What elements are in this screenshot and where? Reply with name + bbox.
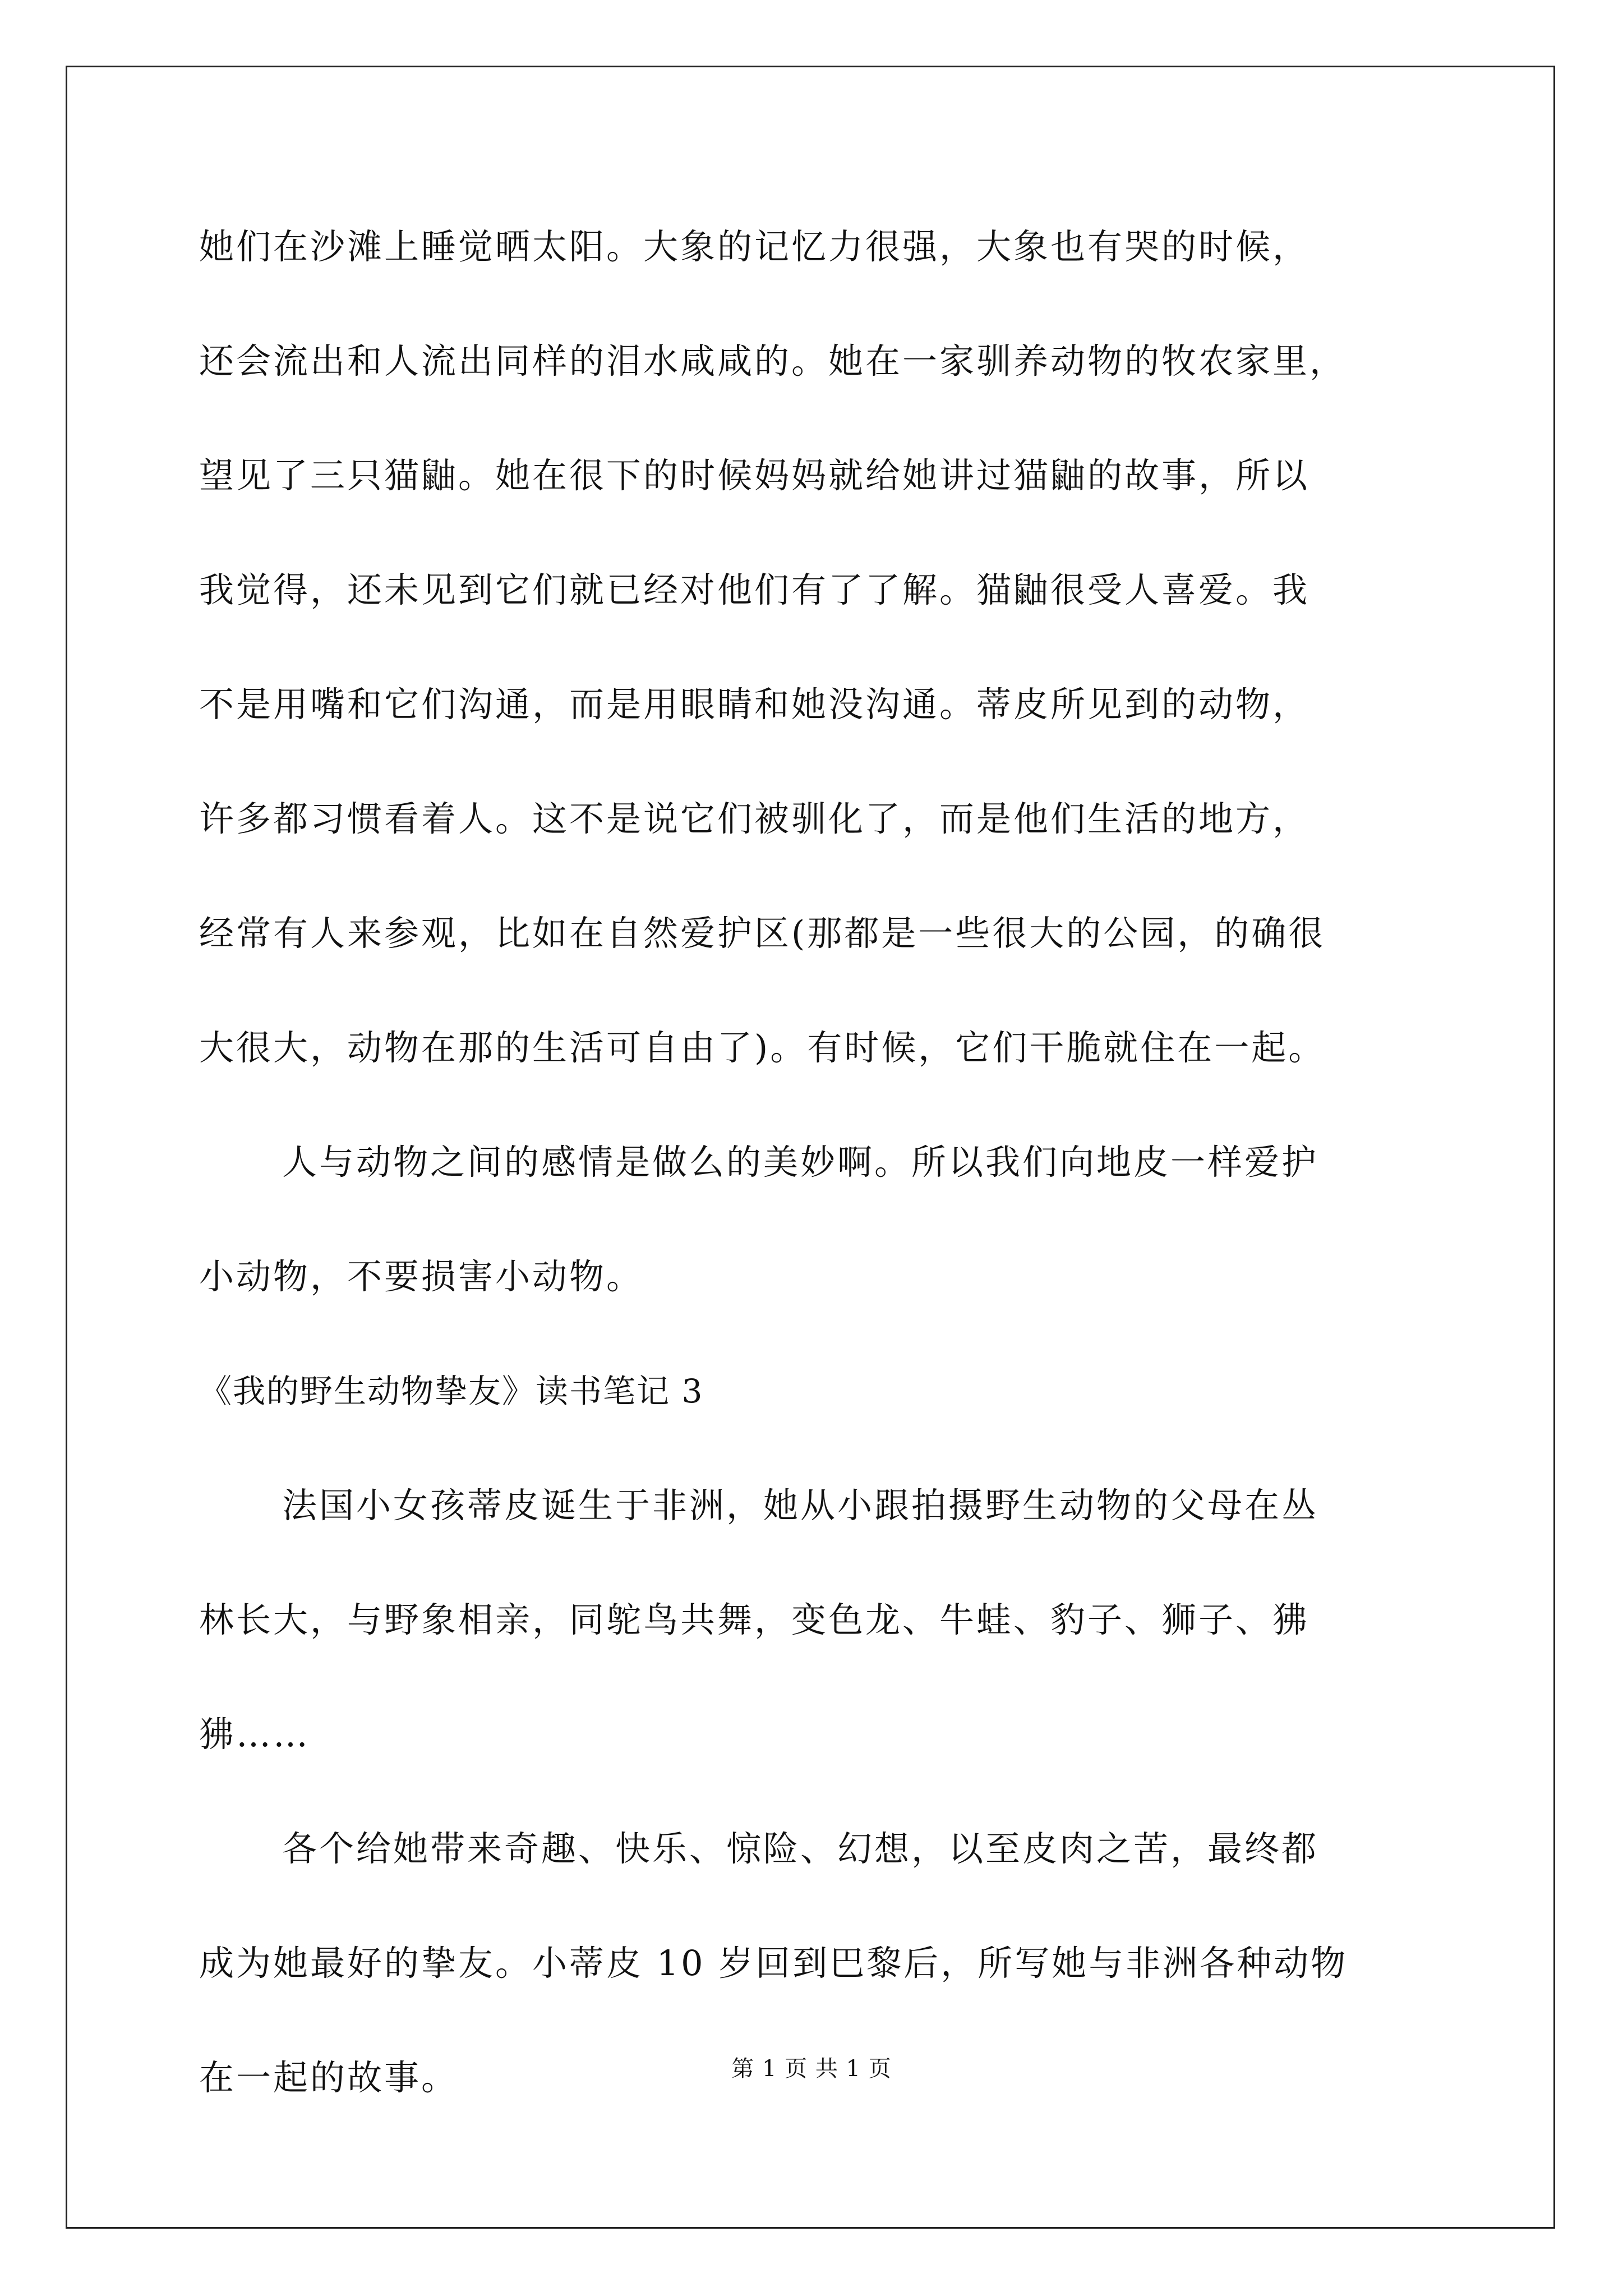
text-line: 她们在沙滩上睡觉晒太阳。大象的记忆力很强，大象也有哭的时候， [199,226,1310,267]
text-line: 还会流出和人流出同样的泪水咸咸的。她在一家驯养动物的牧农家里， [199,341,1347,381]
text-line: 林长大，与野象相亲，同鸵鸟共舞，变色龙、牛蛙、豹子、狮子、狒 [199,1599,1310,1640]
paragraph-first-line: 各个给她带来奇趣、快乐、惊险、幻想，以至皮肉之苦，最终都 [282,1828,1319,1869]
text-line: 不是用嘴和它们沟通，而是用眼睛和她没沟通。蒂皮所见到的动物， [199,684,1310,725]
text-line: 小动物，不要损害小动物。 [199,1256,644,1297]
text-line: 我觉得，还未见到它们就已经对他们有了了解。猫鼬很受人喜爱。我 [199,569,1310,610]
paragraph-first-line: 人与动物之间的感情是做么的美妙啊。所以我们向地皮一样爱护 [282,1142,1319,1182]
text-line: 成为她最好的挚友。小蒂皮 10 岁回到巴黎后，所写她与非洲各种动物 [199,1943,1348,1984]
section-heading: 《我的野生动物挚友》读书笔记 3 [199,1372,704,1410]
text-line: 许多都习惯看着人。这不是说它们被驯化了，而是他们生活的地方， [199,798,1310,839]
text-line: 大很大，动物在那的生活可自由了)。有时候，它们干脆就住在一起。 [199,1027,1326,1068]
paragraph-first-line: 法国小女孩蒂皮诞生于非洲，她从小跟拍摄野生动物的父母在丛 [282,1485,1319,1526]
text-line: 在一起的故事。 [199,2057,459,2098]
text-line: 望见了三只猫鼬。她在很下的时候妈妈就给她讲过猫鼬的故事，所以 [199,455,1310,496]
text-line: 狒…… [199,1714,311,1755]
text-line: 经常有人来参观，比如在自然爱护区(那都是一些很大的公园，的确很 [199,913,1326,954]
document-body [199,213,1433,2159]
page-number-footer: 第 1 页 共 1 页 [731,2056,892,2082]
